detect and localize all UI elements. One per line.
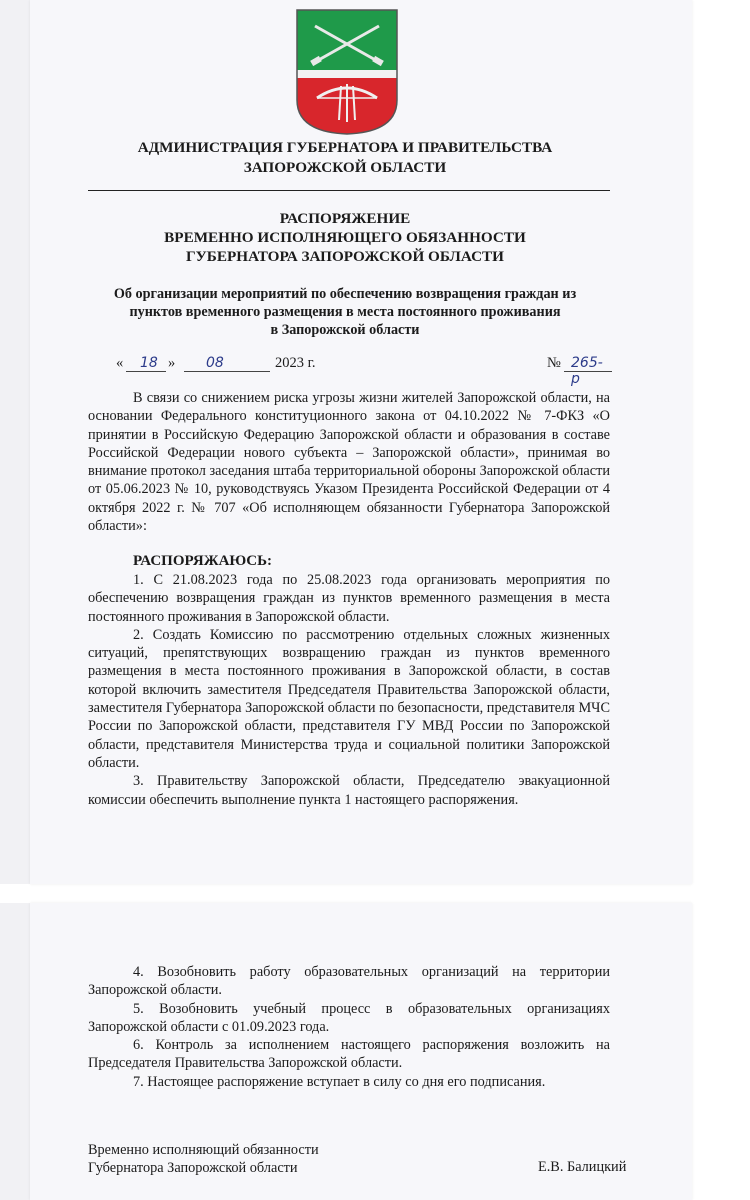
order-item-4: 4. Возобновить работу образовательных организаций на территории Запорожской области. <box>88 964 610 999</box>
scan-edge-top <box>0 0 30 884</box>
number-underline <box>564 371 612 372</box>
scan-edge-bottom <box>0 903 30 1200</box>
order-item-3: 3. Правительству Запорожской области, Председателю эвакуационной комиссии обеспечить выполнение пункта 1 настоящего распоряжения. <box>88 773 610 808</box>
document-type-title <box>50 209 640 266</box>
signatory-title-line-2: Губернатора Запорожской области <box>88 1160 298 1176</box>
order-item-2: 2. Создать Комиссию по рассмотрению отдельных сложных жизненных ситуаций, препятствующих возвращению граждан из пунктов временного размещения в места постоянного проживания в Запорожской области, в состав которой включить заместителя Председателя Правительства Запорожской области, заместителя Губернатора Запорожской области по безопасности, представителя МЧС России по Запорожской области, представителя ГУ МВД России по Запорожской области, представителя Министерства труда и социальной политики Запорожской области. <box>88 626 610 771</box>
doctype-line-2: ВРЕМЕННО ИСПОЛНЯЮЩЕГО ОБЯЗАННОСТИ <box>164 229 526 246</box>
org-line-2: ЗАПОРОЖСКОЙ ОБЛАСТИ <box>243 159 447 176</box>
organization-header <box>50 138 640 178</box>
order-item-6: 6. Контроль за исполнением настоящего распоряжения возложить на Председателя Правительства Запорожской области. <box>88 1037 610 1072</box>
order-items-page-2 <box>88 963 610 1091</box>
document-subject <box>80 285 610 339</box>
order-item-5: 5. Возобновить учебный процесс в образовательных организациях Запорожской области с 01.09.2023 года. <box>88 1000 610 1035</box>
preamble-text: В связи со снижением риска угрозы жизни жителей Запорожской области, на основании Федерального конституционного закона от 04.10.2022 № 7-ФКЗ «О принятии в Российскую Федерацию Запорожской области и образования в составе Российской Федерации нового субъекта – Запорожской области», принимая во внимание протокол заседания штаба территориальной обороны Запорожской области от 05.06.2023 № 10, руководствуясь Указом Президента Российской Федерации от 4 октября 2022 г. № 707 «Об исполняющем обязанности Губернатора Запорожской области»: <box>88 390 610 535</box>
subject-line-3: в Запорожской области <box>270 322 420 338</box>
signatory-name: Е.В. Балицкий <box>538 1159 627 1175</box>
order-item-1: 1. С 21.08.2023 года по 25.08.2023 года организовать мероприятия по обеспечению возвращения граждан из пунктов временного размещения в места постоянного проживания в Запорожской области. <box>88 572 610 625</box>
number-label: № <box>547 355 561 371</box>
date-close-quote: » <box>168 355 176 371</box>
date-open-quote: « <box>116 355 124 371</box>
subject-line-2: пунктов временного размещения в места постоянного проживания <box>129 304 561 320</box>
date-day: 18 <box>140 355 158 371</box>
signatory-title-line-1: Временно исполняющий обязанности <box>88 1142 319 1158</box>
order-heading: РАСПОРЯЖАЮСЬ: <box>133 553 273 569</box>
document-number: 265-р <box>571 355 603 387</box>
header-divider <box>88 190 610 191</box>
preamble-paragraph <box>88 389 610 535</box>
org-line-1: АДМИНИСТРАЦИЯ ГУБЕРНАТОРА И ПРАВИТЕЛЬСТВА <box>137 139 553 156</box>
subject-line-1: Об организации мероприятий по обеспечению возвращения граждан из <box>113 286 577 302</box>
page-gap <box>0 884 750 903</box>
date-month: 08 <box>206 355 224 371</box>
date-and-number-line <box>88 355 608 387</box>
month-underline <box>184 371 270 372</box>
doctype-line-1: РАСПОРЯЖЕНИЕ <box>279 210 411 227</box>
date-year: 2023 г. <box>275 355 316 371</box>
doctype-line-3: ГУБЕРНАТОРА ЗАПОРОЖСКОЙ ОБЛАСТИ <box>186 248 504 265</box>
day-underline <box>126 371 166 372</box>
coat-of-arms-emblem <box>295 8 399 136</box>
order-items-page-1 <box>88 571 610 809</box>
order-item-7: 7. Настоящее распоряжение вступает в силу со дня его подписания. <box>133 1073 546 1090</box>
signatory-title <box>88 1141 319 1177</box>
